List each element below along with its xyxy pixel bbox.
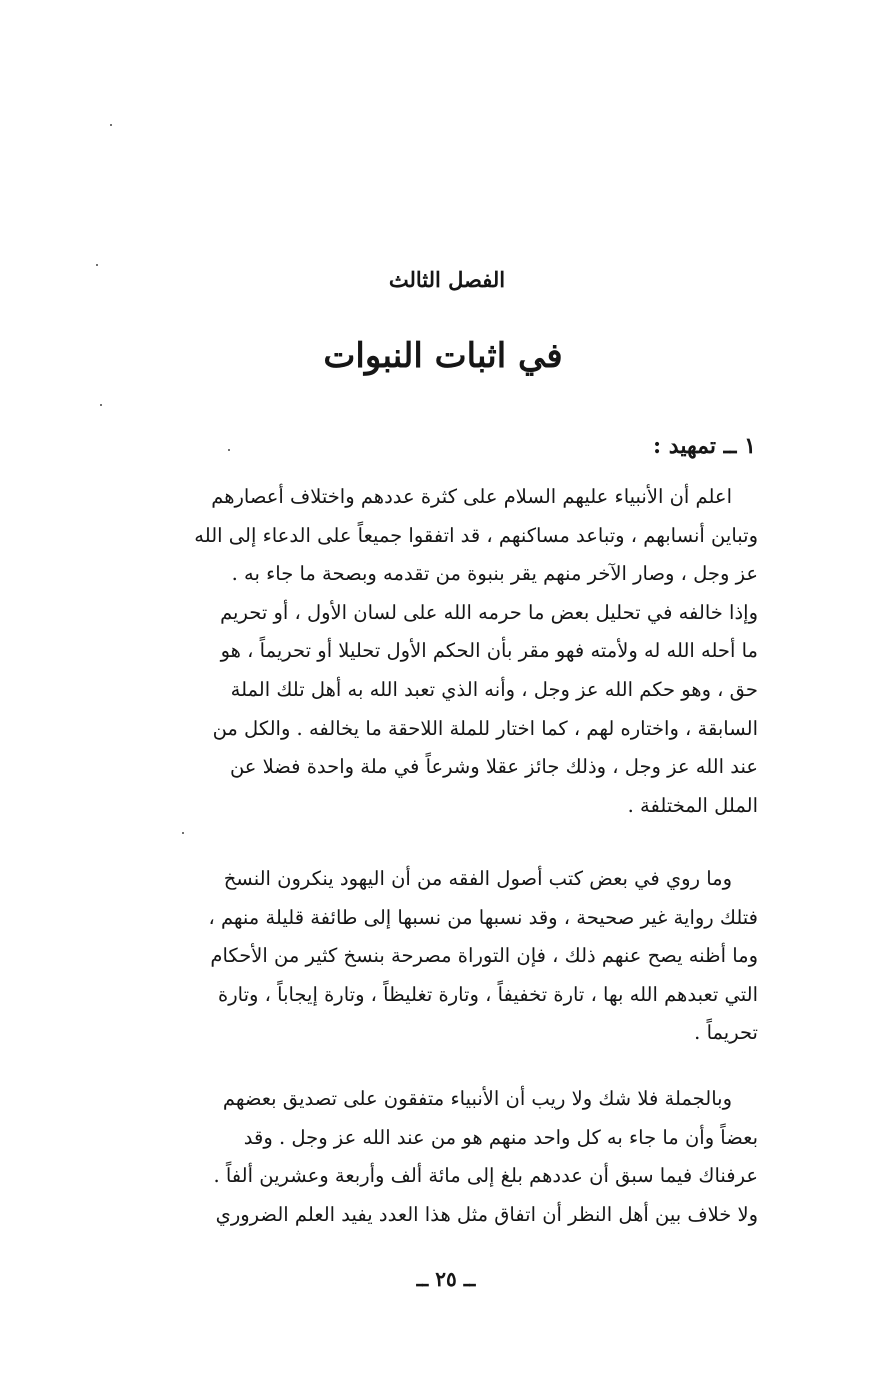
chapter-label: الفصل الثالث [388, 267, 506, 292]
paragraph-line: عند الله عز وجل ، وذلك جائز عقلا وشرعاً في ملة واحدة فضلا عن [229, 755, 758, 779]
paragraph-line: وما روي في بعض كتب أصول الفقه من أن اليهود ينكرون النسخ [223, 867, 732, 890]
paragraph-line: التي تعبدهم الله بها ، تارة تخفيفاً ، وتارة تغليظاً ، وتارة إيجاباً ، وتارة [218, 982, 758, 1006]
paragraph-line: وبالجملة فلا شك ولا ريب أن الأنبياء متفقون على تصديق بعضهم [222, 1087, 732, 1110]
page-number: ــ ٢٥ ــ [416, 1267, 476, 1291]
paragraph-line: ما أحله الله له ولأمته فهو مقر بأن الحكم الأول تحليلا أو تحريماً ، هو [220, 639, 758, 663]
scan-speck [228, 449, 230, 451]
paragraph-line: ولا خلاف بين أهل النظر أن اتفاق مثل هذا العدد يفيد العلم الضروري [215, 1202, 758, 1226]
paragraph-line: فتلك رواية غير صحيحة ، وقد نسبها من نسبها إلى طائفة قليلة منهم ، [208, 905, 758, 929]
chapter-title: في اثبات النبوات [323, 336, 563, 376]
paragraph-line: بعضاً وأن ما جاء به كل واحد منهم هو من عند الله عز وجل . وقد [243, 1125, 758, 1149]
paragraph-line: وتباين أنسابهم ، وتباعد مساكنهم ، قد اتفقوا جميعاً على الدعاء إلى الله [194, 523, 758, 547]
paragraph-line: وما أظنه يصح عنهم ذلك ، فإن التوراة مصرحة بنسخ كثير من الأحكام [210, 944, 758, 968]
scan-speck [100, 404, 102, 406]
paragraph-2 [104, 860, 758, 1053]
scan-speck [110, 124, 112, 126]
paragraph-3 [104, 1080, 758, 1234]
paragraph-line: عز وجل ، وصار الآخر منهم يقر بنبوة من تقدمه وبصحة ما جاء به . [231, 562, 758, 586]
paragraph-line: حق ، وهو حكم الله عز وجل ، وأنه الذي تعبد الله به أهل تلك الملة [230, 677, 758, 701]
paragraph-line: تحريماً . [694, 1021, 758, 1045]
section-heading: ١ ــ تمهيد : [653, 433, 756, 459]
paragraph-1 [104, 478, 758, 825]
paragraph-line: وإذا خالفه في تحليل بعض ما حرمه الله على لسان الأول ، أو تحريم [220, 600, 758, 624]
paragraph-line: السابقة ، واختاره لهم ، كما اختار للملة اللاحقة ما يخالفه . والكل من [212, 716, 758, 740]
paragraph-line: الملل المختلفة . [627, 793, 758, 817]
scan-speck [96, 264, 98, 266]
paragraph-line: اعلم أن الأنبياء عليهم السلام على كثرة عددهم واختلاف أعصارهم [211, 485, 732, 508]
paragraph-line: عرفناك فيما سبق أن عددهم بلغ إلى مائة ألف وأربعة وعشرين ألفاً . [213, 1164, 758, 1188]
scan-speck [182, 832, 184, 834]
